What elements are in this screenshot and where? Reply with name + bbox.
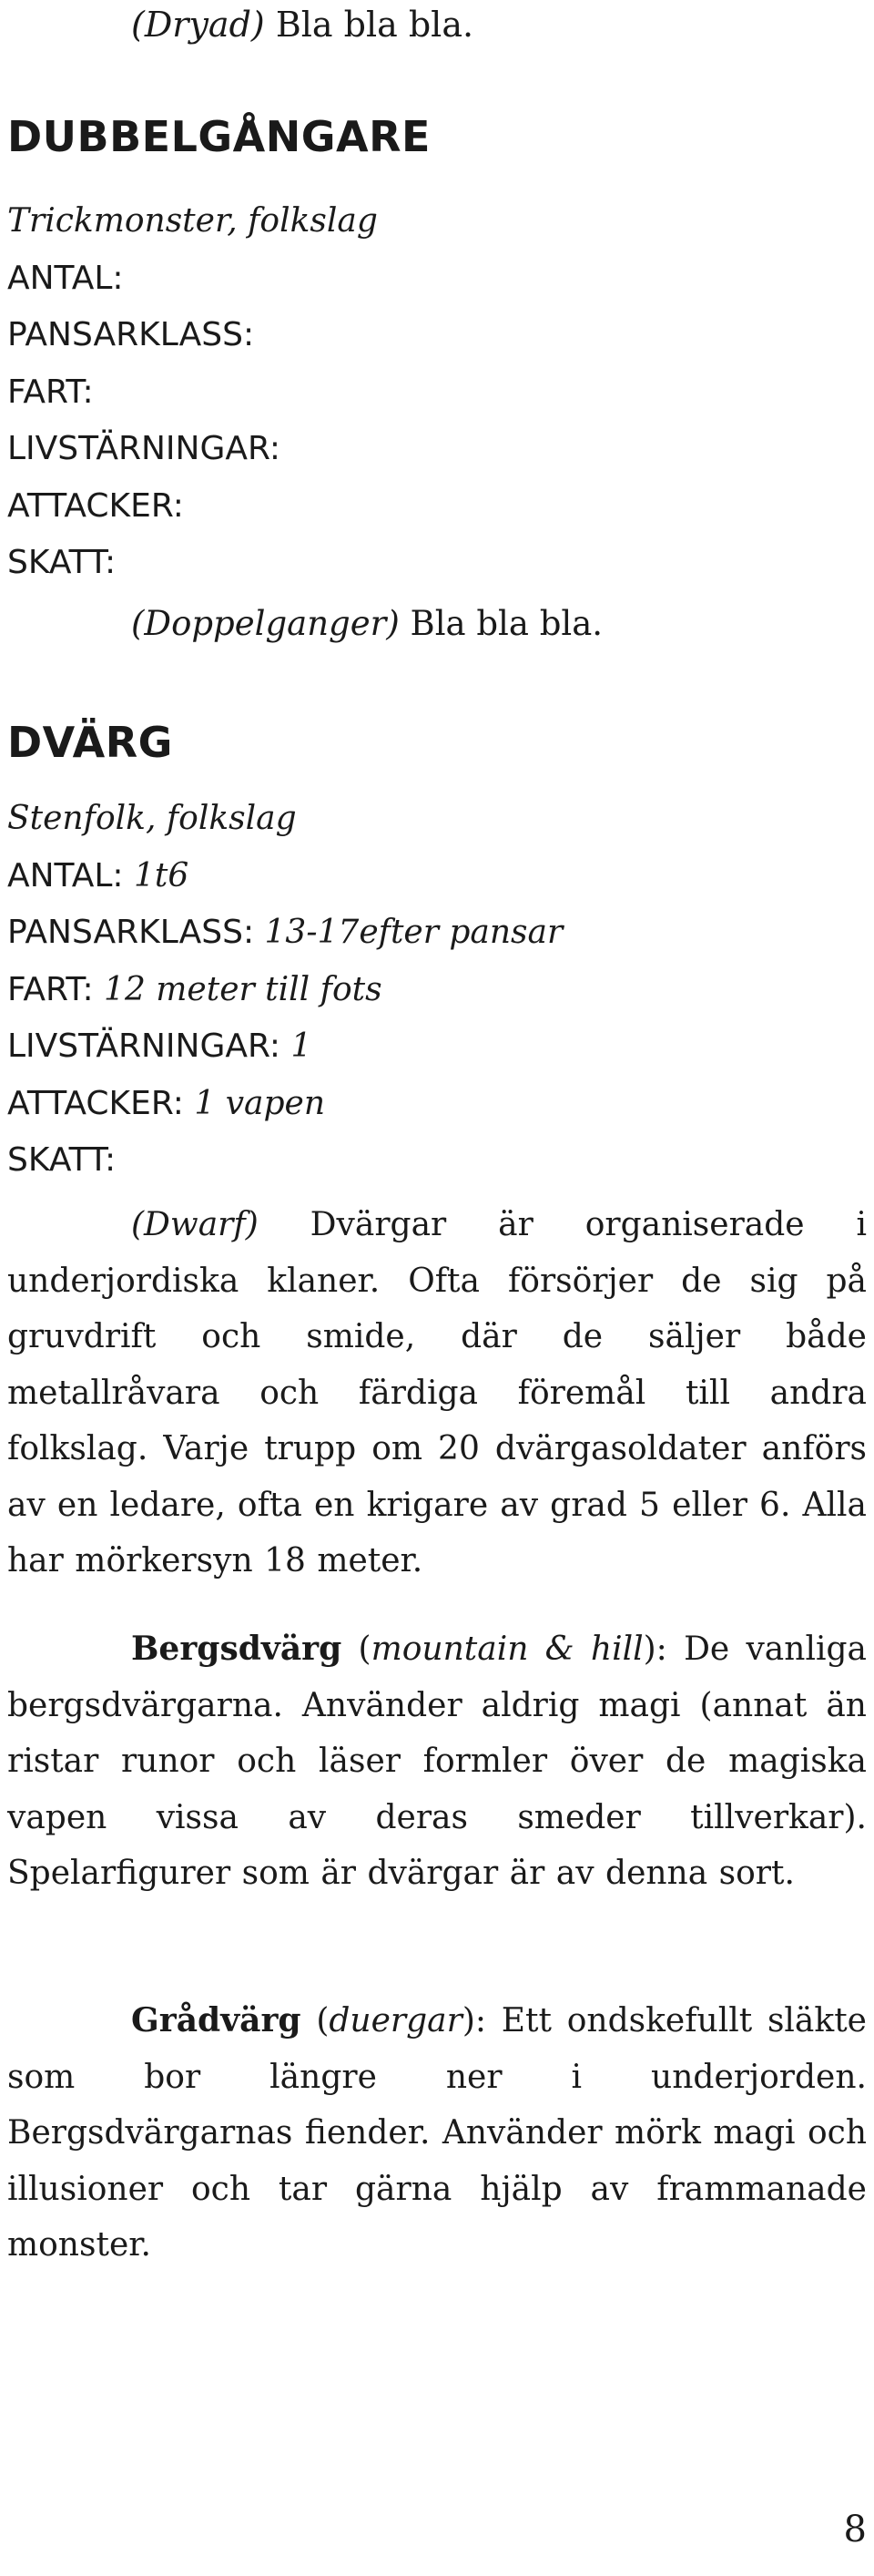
stat-pansarklass <box>7 905 563 962</box>
stat-antal <box>7 250 378 308</box>
stat-attacker <box>7 478 378 536</box>
stat-livstarningar <box>7 1018 563 1076</box>
stat-label: ATTACKER: <box>7 1084 184 1122</box>
variant-text: De vanliga bergsdvärgarna. Använder aldrig magi (annat än ristar runor och läser formler över de magiska vapen vissa av deras smeder tillverkar). Spelarfigurer som är dvärgar är av denna sort. <box>7 1630 867 1892</box>
stat-skatt <box>7 1132 563 1190</box>
variant-name: Grådvärg <box>131 2001 301 2039</box>
variant-paren-close: ): <box>462 2002 487 2039</box>
stat-label: FART: <box>7 970 94 1008</box>
page-number: 8 <box>843 2509 867 2550</box>
stat-label: LIVSTÄRNINGAR: <box>7 430 281 467</box>
variant-alias: duergar <box>329 2002 462 2039</box>
dryad-entry-tail <box>131 2 473 47</box>
stat-label: PANSARKLASS: <box>7 316 255 353</box>
stat-label: PANSARKLASS: <box>7 914 255 951</box>
entry-ref: (Dwarf) <box>131 1206 259 1243</box>
variant-paren-open: ( <box>358 1630 371 1668</box>
entry-ref: (Doppelganger) <box>131 604 400 643</box>
stat-label: ANTAL: <box>7 856 124 894</box>
variant-alias: mountain & hill <box>371 1630 644 1668</box>
entry-text: Dvärgar är organiserade i underjordiska klaner. Ofta försörjer de sig på gruvdrift och smide, där de säljer både metallråvara och färdiga föremål till andra folkslag. Varje trupp om 20 dvärgasoldater anförs av en ledare, ofta en krigare av grad 5 eller 6. Alla har mörkersyn 18 meter. <box>7 1206 867 1579</box>
entry-text: Bla bla bla. <box>410 604 604 643</box>
entry-subtitle: Stenfolk, folkslag <box>7 800 297 837</box>
stat-livstarningar <box>7 421 378 478</box>
stat-pansarklass <box>7 307 378 364</box>
entry-subtitle: Trickmonster, folkslag <box>7 202 378 240</box>
dryad-text: Bla bla bla. <box>275 5 474 45</box>
entry-title-dvarg: DVÄRG <box>7 718 173 767</box>
entry-title-dubbelgangare: DUBBELGÅNGARE <box>7 112 431 161</box>
variant-bergsdvarg <box>7 1621 867 1902</box>
dvarg-description <box>7 1197 867 1590</box>
stat-label: FART: <box>7 373 94 411</box>
stat-fart <box>7 364 378 422</box>
dryad-ref: (Dryad) <box>131 5 265 45</box>
variant-text: Ett ondskefullt släkte som bor längre ner i underjorden. Bergsdvärgarnas fiender. Använder mörk magi och illusioner och tar gärna hjälp av frammanade monster. <box>7 2002 867 2264</box>
stat-label: ANTAL: <box>7 259 124 297</box>
variant-paren-open: ( <box>316 2002 330 2039</box>
stat-label: SKATT: <box>7 1141 117 1179</box>
variant-gradvarg <box>7 1993 867 2274</box>
stat-fart <box>7 962 563 1019</box>
variant-name: Bergsdvärg <box>131 1630 342 1668</box>
stat-label: LIVSTÄRNINGAR: <box>7 1027 281 1065</box>
stat-block-dvarg <box>7 791 563 1190</box>
stat-label: SKATT: <box>7 544 117 581</box>
stat-value: 1 vapen <box>194 1084 326 1122</box>
stat-value: 13-17efter pansar <box>264 914 564 951</box>
stat-skatt <box>7 535 378 592</box>
stat-value: 1t6 <box>134 856 189 894</box>
variant-paren-close: ): <box>643 1630 667 1668</box>
stat-label: ATTACKER: <box>7 486 184 525</box>
stat-attacker <box>7 1076 563 1133</box>
stat-value: 1 <box>290 1027 312 1065</box>
dubbelgangare-description <box>131 601 603 647</box>
stat-block-dubbelgangare <box>7 193 378 592</box>
stat-value: 12 meter till fots <box>104 970 382 1008</box>
stat-antal <box>7 848 563 905</box>
